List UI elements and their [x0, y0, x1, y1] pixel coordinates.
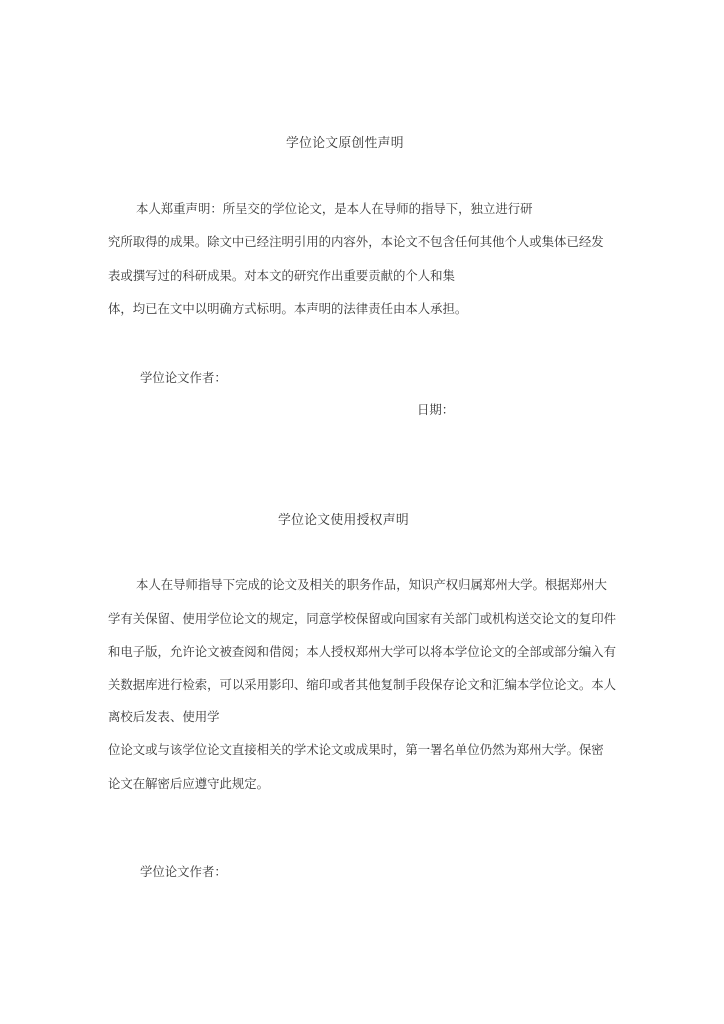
authorization-line-3: 和电子版，允许论文被查阅和借阅；本人授权郑州大学可以将本学位论文的全部或部分编入有: [108, 644, 617, 659]
authorization-line-6: 位论文或与该学位论文直接相关的学术论文或成果时，第一署名单位仍然为郑州大学。保密: [108, 742, 604, 757]
authorization-line-2: 学有关保留、使用学位论文的规定，同意学校保留或向国家有关部门或机构送交论文的复印件: [108, 611, 617, 626]
originality-line-3: 表或撰写过的科研成果。对本文的研究作出重要贡献的个人和集: [108, 268, 455, 283]
authorization-author-label: 学位论文作者：: [140, 864, 227, 879]
originality-line-4: 体，均已在文中以明确方式标明。本声明的法律责任由本人承担。: [108, 301, 468, 316]
authorization-line-5: 离校后发表、使用学: [108, 709, 220, 724]
authorization-line-7: 论文在解密后应遵守此规定。: [108, 776, 270, 791]
originality-title: 学位论文原创性声明: [286, 136, 404, 151]
authorization-line-4: 关数据库进行检索，可以采用影印、缩印或者其他复制手段保存论文和汇编本学位论文。本人: [108, 677, 617, 692]
authorization-line-1: 本人在导师指导下完成的论文及相关的职务作品，知识产权归属郑州大学。根据郑州大: [136, 577, 607, 592]
originality-author-label: 学位论文作者：: [140, 370, 227, 385]
originality-line-2: 究所取得的成果。除文中已经注明引用的内容外，本论文不包含任何其他个人或集体已经发: [108, 234, 604, 249]
originality-line-1: 本人郑重声明：所呈交的学位论文，是本人在导师的指导下，独立进行研: [136, 201, 533, 216]
originality-date-label: 日期：: [417, 402, 455, 417]
authorization-title: 学位论文使用授权声明: [278, 513, 409, 528]
